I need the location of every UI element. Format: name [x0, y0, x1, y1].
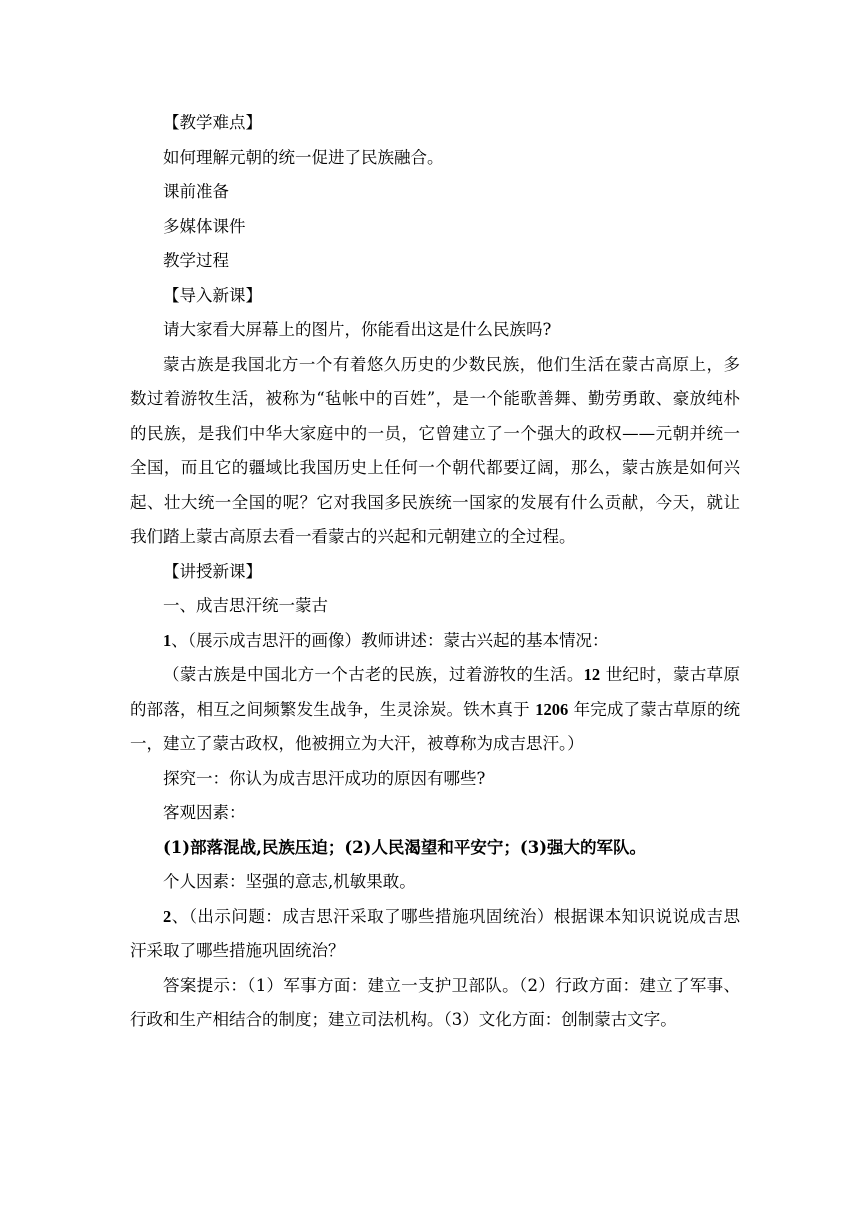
item2-text: 、（出示问题：成吉思汗采取了哪些措施巩固统治）根据课本知识说说成吉思汗采取了哪些措施巩固统治？	[130, 906, 740, 960]
item1-detail-b: 世纪时，蒙古草原的部落，相互之间频繁发生战争，生灵涂炭。铁木真于	[130, 665, 741, 719]
item1-text: 、（展示成吉思汗的画像）教师讲述：蒙古兴起的基本情况：	[171, 630, 609, 650]
answer-paragraph: 答案提示：（1）军事方面：建立一支护卫部队。（2）行政方面：建立了军事、行政和生产相结合的制度；建立司法机构。（3）文化方面：创制蒙古文字。	[130, 975, 740, 1029]
item1-number: 1	[163, 630, 172, 650]
objective-factors: (1)部落混战,民族压迫；(2)人民渴望和平安宁；(3)强大的军队。	[163, 837, 647, 857]
personal-factors: 个人因素：坚强的意志,机敏果敢。	[163, 872, 416, 891]
item1-detail-c: 年完成了蒙古草原的统一，建立了蒙古政权，他被拥立为大汗，被尊称为成吉思汗。）	[130, 699, 741, 753]
objective-label: 客观因素：	[163, 803, 246, 822]
section1-heading: 一、成吉思汗统一蒙古	[163, 596, 328, 615]
document-body	[130, 106, 740, 1038]
difficulty-heading: 【教学难点】	[163, 113, 262, 132]
intro-question: 请大家看大屏幕上的图片，你能看出这是什么民族吗?	[163, 320, 552, 339]
intro-heading: 【导入新课】	[163, 285, 262, 305]
item1-detail-a: （蒙古族是中国北方一个古老的民族，过着游牧的生活。	[163, 665, 584, 684]
prep-heading: 课前准备	[163, 182, 229, 201]
intro-paragraph: 蒙古族是我国北方一个有着悠久历史的少数民族，他们生活在蒙古高原上，多数过着游牧生活，被称为“毡帐中的百姓”，是一个能歌善舞、勤劳勇敢、豪放纯朴的民族，是我们中华大家庭中的一员，它曾建立了一个强大的政权——元朝并统一全国，而且它的疆域比我国历史上任何一个朝代都要辽阔，那么，蒙古族是如何兴起、壮大统一全国的呢？它对我国多民族统一国家的发展有什么贡献，今天，就让我们踏上蒙古高原去看一看蒙古的兴起和元朝建立的全过程。	[130, 354, 740, 546]
difficulty-text: 如何理解元朝的统一促进了民族融合。	[163, 147, 444, 167]
item2-paragraph	[130, 900, 740, 969]
item1-detail-year: 1206	[535, 699, 569, 719]
explore1-question: 探究一：你认为成吉思汗成功的原因有哪些?	[163, 768, 486, 788]
item2-number: 2	[163, 906, 172, 926]
item1-detail-century: 12	[583, 665, 601, 684]
prep-text: 多媒体课件	[163, 216, 246, 236]
item1-detail-paragraph	[130, 658, 740, 762]
lecture-heading: 【讲授新课】	[163, 561, 262, 581]
item1-line	[130, 624, 740, 659]
process-heading: 教学过程	[163, 251, 229, 270]
